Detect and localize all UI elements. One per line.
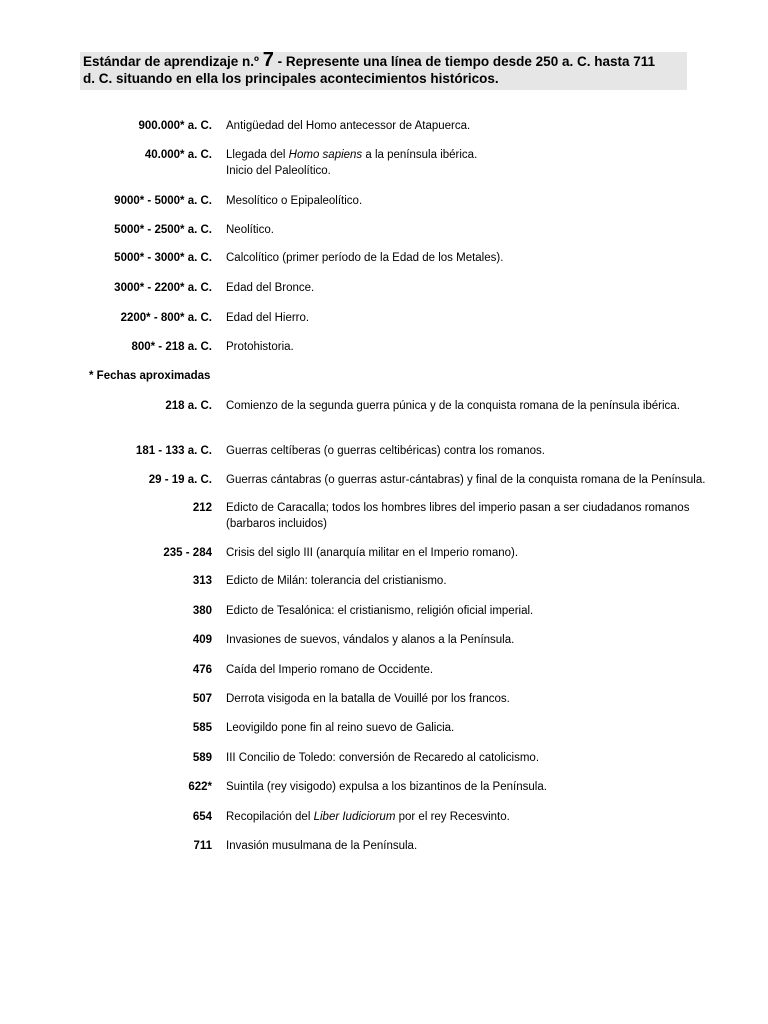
timeline-event: Derrota visigoda en la batalla de Vouillé por los francos. bbox=[226, 693, 510, 705]
timeline-date: 218 a. C. bbox=[165, 400, 212, 412]
timeline-date: 476 bbox=[192, 664, 212, 676]
timeline-event: III Concilio de Toledo: conversión de Recaredo al catolicismo. bbox=[226, 752, 540, 764]
timeline-date: 507 bbox=[192, 693, 212, 705]
timeline-date: 589 bbox=[192, 752, 212, 764]
timeline-date: 212 bbox=[192, 502, 212, 514]
timeline-date: 313 bbox=[192, 575, 212, 587]
timeline-date: 40.000* a. C. bbox=[144, 149, 212, 161]
timeline-event: Suintila (rey visigodo) expulsa a los bizantinos de la Península. bbox=[226, 781, 547, 793]
timeline-event: Calcolítico (primer período de la Edad de los Metales). bbox=[226, 252, 504, 264]
timeline-event: Protohistoria. bbox=[226, 341, 294, 353]
header-line-1 bbox=[83, 49, 684, 71]
timeline-event: Mesolítico o Epipaleolítico. bbox=[226, 195, 363, 207]
timeline-event: Llegada del Homo sapiens a la península ibérica. Inicio del Paleolítico. bbox=[226, 149, 478, 177]
timeline-event: Neolítico. bbox=[226, 224, 274, 236]
timeline-event: Guerras celtíberas (o guerras celtibéricas) contra los romanos. bbox=[226, 445, 545, 457]
timeline-date: 5000* - 2500* a. C. bbox=[114, 224, 212, 236]
timeline-date: 409 bbox=[192, 634, 212, 646]
timeline-event: Antigüedad del Homo antecessor de Atapuerca. bbox=[226, 120, 471, 132]
header-line-2: d. C. situando en ella los principales acontecimientos históricos. bbox=[83, 71, 499, 86]
timeline-date: 654 bbox=[192, 811, 212, 823]
timeline-event: Caída del Imperio romano de Occidente. bbox=[226, 664, 434, 676]
timeline-date: 585 bbox=[192, 722, 212, 734]
timeline-date: 29 - 19 a. C. bbox=[148, 474, 212, 486]
timeline-date: 235 - 284 bbox=[163, 547, 212, 559]
header-line1-rest: - Represente una línea de tiempo desde 250 a. C. hasta 711 bbox=[273, 54, 656, 69]
timeline-date: 380 bbox=[192, 605, 212, 617]
timeline-event: Invasión musulmana de la Península. bbox=[226, 840, 418, 852]
timeline-date: 900.000* a. C. bbox=[138, 120, 212, 132]
timeline-date: 2200* - 800* a. C. bbox=[120, 312, 212, 324]
timeline-date: 711 bbox=[193, 840, 212, 852]
timeline-date: 9000* - 5000* a. C. bbox=[114, 195, 212, 207]
timeline-date: 622* bbox=[188, 781, 212, 793]
approximate-dates-footnote: * Fechas aproximadas bbox=[89, 370, 211, 382]
timeline-event: Recopilación del Liber Iudiciorum por el rey Recesvinto. bbox=[226, 811, 510, 823]
timeline-event: Edicto de Milán: tolerancia del cristianismo. bbox=[226, 575, 447, 587]
header-prefix: Estándar de aprendizaje n.º bbox=[83, 54, 263, 69]
timeline-date: 5000* - 3000* a. C. bbox=[114, 252, 212, 264]
timeline-date: 800* - 218 a. C. bbox=[131, 341, 212, 353]
timeline-event: Leovigildo pone fin al reino suevo de Galicia. bbox=[226, 722, 455, 734]
timeline-date: 3000* - 2200* a. C. bbox=[114, 282, 212, 294]
timeline-date: 181 - 133 a. C. bbox=[135, 445, 212, 457]
timeline-event: Guerras cántabras (o guerras astur-cántabras) y final de la conquista romana de la Península. bbox=[226, 474, 706, 486]
timeline-event: Invasiones de suevos, vándalos y alanos a la Península. bbox=[226, 634, 515, 646]
timeline-event: Comienzo de la segunda guerra púnica y de la conquista romana de la península ibérica. bbox=[226, 400, 680, 412]
standard-header bbox=[80, 49, 687, 90]
standard-number: 7 bbox=[262, 49, 274, 71]
timeline-event: Edicto de Tesalónica: el cristianismo, religión oficial imperial. bbox=[226, 605, 534, 617]
timeline-event: Edad del Hierro. bbox=[226, 312, 310, 324]
timeline-event: Edad del Bronce. bbox=[226, 282, 315, 294]
timeline-event: Edicto de Caracalla; todos los hombres libres del imperio pasan a ser ciudadanos romanos (barbaros incluidos) bbox=[226, 502, 690, 530]
timeline-event: Crisis del siglo III (anarquía militar en el Imperio romano). bbox=[226, 547, 519, 559]
